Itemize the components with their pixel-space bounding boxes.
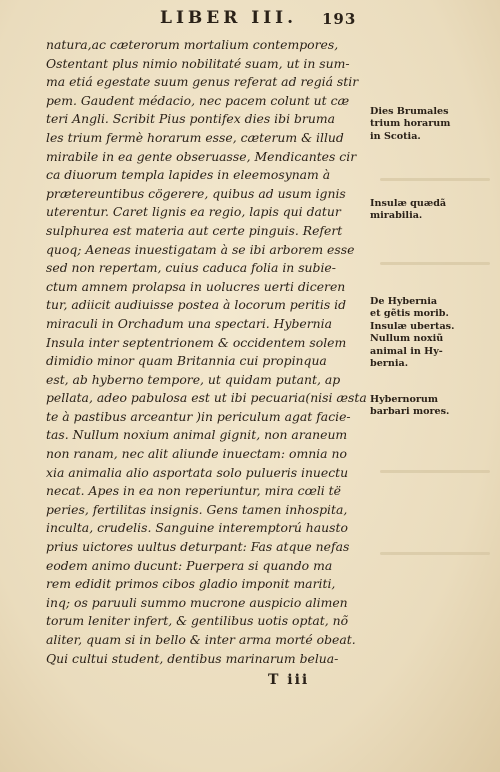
signature-mark: T iii [268, 672, 310, 688]
note-line: animal in Hy- [370, 345, 443, 357]
text-line: miraculi in Orchadum una spectari. Hybernia [46, 315, 332, 331]
text-line: non ranam, nec alit aliunde inuectam: omnia no [46, 446, 347, 462]
note-line: barbari mores. [370, 406, 450, 418]
text-line: uterentur. Caret lignis ea regio, lapis qui datur [46, 204, 341, 220]
text-line: dimidio minor quam Britannia cui propinqua [46, 353, 327, 369]
text-line: prætereuntibus cögerere, quibus ad usum ignis [46, 185, 346, 201]
text-line: aliter, quam si in bello & inter arma morté obeat. [46, 632, 356, 647]
text-line: pellata, adeo pabulosa est ut ibi pecuaria(nisi æsta [46, 390, 367, 406]
running-head [0, 8, 500, 34]
main-text-block [46, 36, 370, 668]
note-line: Hybernorum [370, 394, 439, 405]
text-line: teri Angli. Scribit Pius pontifex dies ibi bruma [46, 111, 335, 127]
text-line: tur, adiicit audiuisse postea à locorum peritis id [46, 297, 347, 313]
note-line: trium horarum [370, 118, 451, 130]
note-line: De Hybernia [370, 296, 438, 307]
text-line: inq; os paruuli summo mucrone auspicio alimen [46, 594, 348, 610]
margin-note-insulae-mirabilia [370, 198, 498, 223]
text-line: ctum amnem prolapsa in uolucres uerti diceren [46, 278, 346, 294]
text-line: rem edidit primos cibos gladio imponit mariti, [46, 576, 336, 592]
text-line: est, ab hyberno tempore, ut quidam putant, ap [46, 371, 341, 387]
margin-note-hybernorum-mores [370, 394, 498, 419]
text-line: quoq; Aeneas inuestigatam à se ibi arborem esse [46, 241, 355, 257]
text-line: peries, fertilitas insignis. Gens tamen inhospita, [46, 501, 348, 517]
text-line: pem. Gaudent médacio, nec pacem colunt ut cæ [46, 92, 350, 108]
show-through-mark [380, 470, 490, 473]
text-line: Ostentant plus nimio nobilitaté suam, ut in sum- [46, 55, 350, 71]
show-through-mark [380, 262, 490, 265]
margin-note-de-hybernia [370, 296, 498, 370]
text-line: torum leniter infert, & gentilibus uotis optat, nõ [46, 613, 349, 629]
text-line: ca diuorum templa lapides in eleemosynam à [46, 167, 331, 183]
margin-note-dies-brumales [370, 106, 498, 143]
note-line: Insulæ ubertas. [370, 320, 455, 332]
note-line: bernia. [370, 358, 409, 370]
text-line: mirabile in ea gente obseruasse, Mendicantes cir [46, 148, 357, 164]
text-line: prius uictores uultus deturpant: Fas atque nefas [46, 539, 350, 555]
page-number: 193 [322, 10, 357, 28]
text-line: necat. Apes in ea non reperiuntur, mira cœli të [46, 483, 341, 499]
text-line: inculta, crudelis. Sanguine interemptorú hausto [46, 520, 348, 536]
show-through-mark [380, 552, 490, 555]
note-line: in Scotia. [370, 130, 421, 142]
text-line: eodem animo ducunt: Puerpera si quando ma [46, 557, 333, 573]
text-line: sed non repertam, cuius caduca folia in subie- [46, 260, 336, 276]
note-line: et gẽtis morib. [370, 308, 449, 320]
text-line: les trium fermè horarum esse, cæterum & illud [46, 129, 344, 145]
text-line: tas. Nullum noxium animal gignit, non araneum [46, 427, 348, 443]
text-line: te à pastibus arceantur )in periculum agat facie- [46, 408, 351, 424]
show-through-mark [380, 178, 490, 181]
note-line: Insulæ quædã [370, 198, 447, 209]
text-line: Insula inter septentrionem & occidentem solem [46, 334, 347, 350]
note-line: mirabilia. [370, 210, 423, 222]
note-line: Nullum noxiũ [370, 333, 444, 345]
running-title: LIBER III. [160, 8, 298, 28]
text-line: xia animalia alio asportata solo pulueris inuectu [46, 464, 349, 480]
text-line: Qui cultui student, dentibus marinarum belua- [46, 650, 339, 666]
text-line: natura,ac cæterorum mortalium contempores, [46, 37, 339, 52]
text-line: sulphurea est materia aut certe pinguis. Refert [46, 222, 343, 238]
text-line: ma etiá egestate suum genus referat ad regiá stir [46, 74, 359, 90]
note-line: Dies Brumales [370, 106, 449, 117]
